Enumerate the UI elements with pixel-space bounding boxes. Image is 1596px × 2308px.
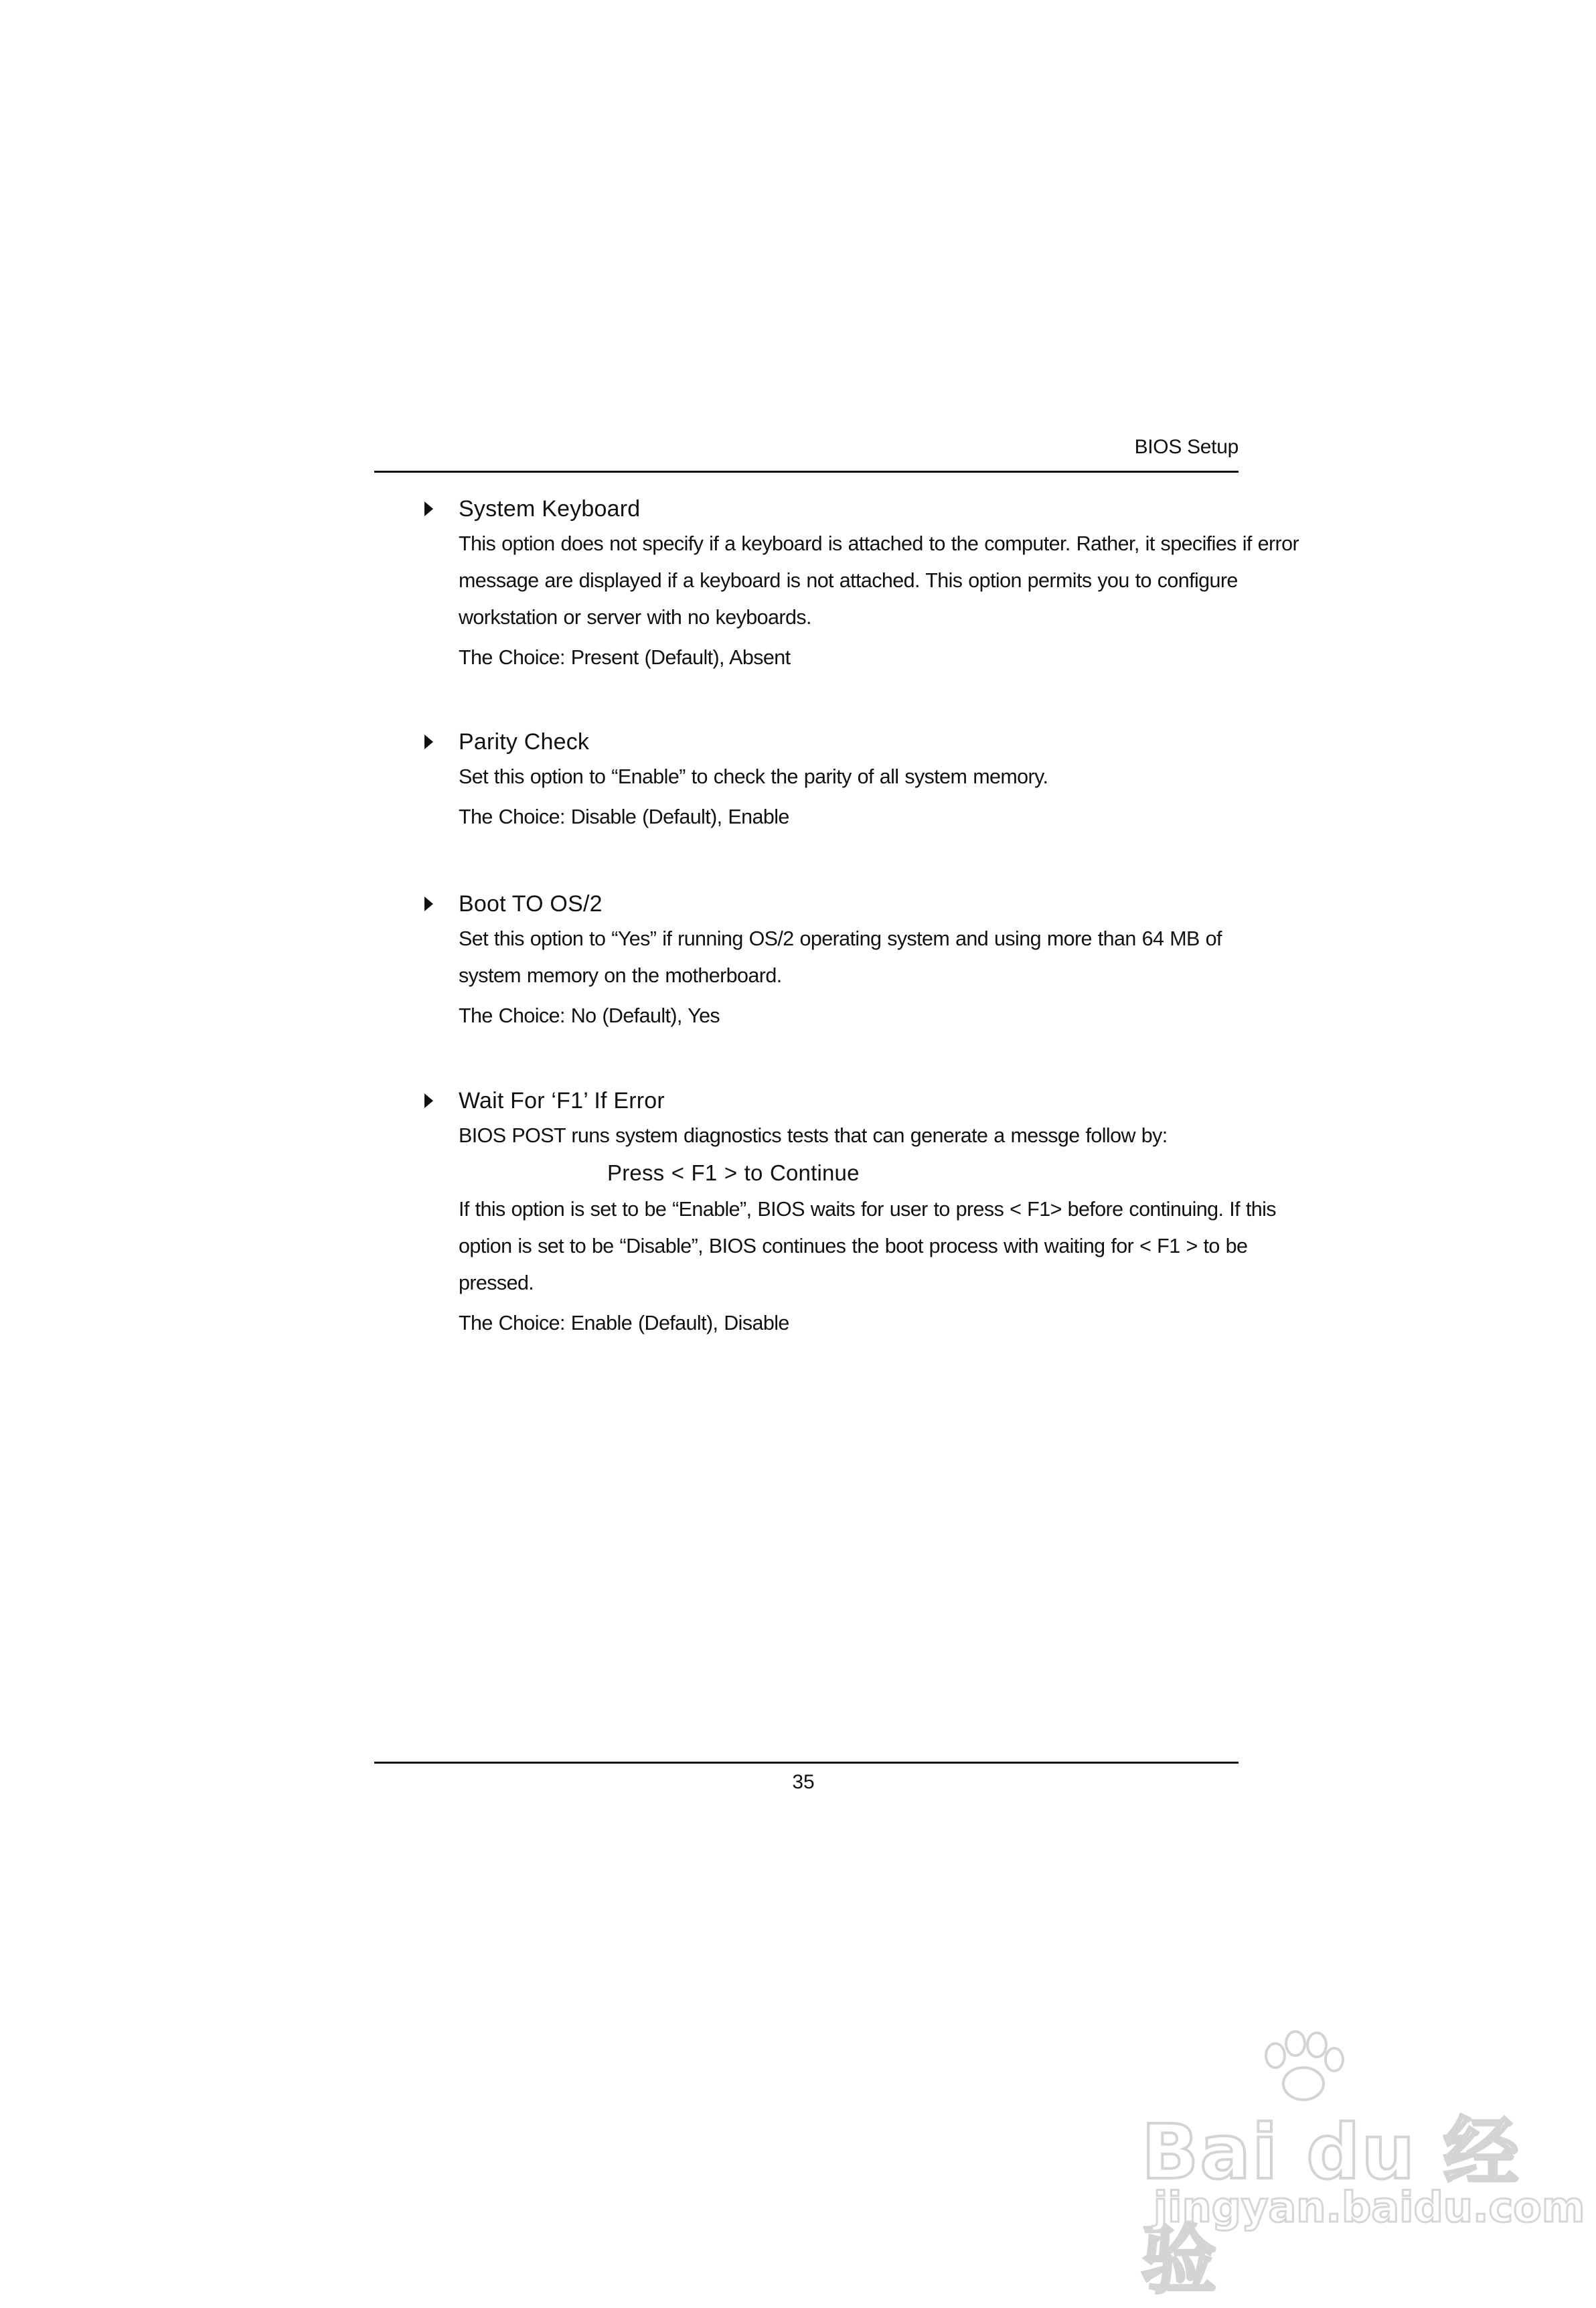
paw-icon — [1255, 2029, 1349, 2102]
prompt-line: Press < F1 > to Continue — [607, 1160, 860, 1185]
body-line: pressed. — [459, 1272, 534, 1294]
footer-rule — [374, 1762, 1239, 1764]
body-line: Set this option to “Yes” if running OS/2 operating system and using more than 64 MB of — [459, 927, 1222, 950]
body-line: option is set to be “Disable”, BIOS continues the boot process with waiting for < F1 > to be — [459, 1235, 1248, 1257]
choice-line: The Choice: Present (Default), Absent — [459, 646, 791, 669]
section-wait-for-f1 — [422, 1084, 1276, 1342]
running-header: BIOS Setup — [1134, 436, 1239, 458]
triangle-bullet-icon — [424, 735, 433, 749]
body-line: workstation or server with no keyboards. — [459, 606, 811, 629]
choice-line: The Choice: Disable (Default), Enable — [459, 805, 789, 828]
body-line: message are displayed if a keyboard is not attached. This option permits you to configure — [459, 569, 1238, 592]
triangle-bullet-icon — [424, 1093, 433, 1108]
choice-line: The Choice: No (Default), Yes — [459, 1004, 720, 1027]
baidu-watermark — [1141, 2029, 1585, 2304]
section-system-keyboard — [422, 492, 1299, 676]
body-line: BIOS POST runs system diagnostics tests that can generate a messge follow by: — [459, 1124, 1168, 1147]
body-line: This option does not specify if a keyboard is attached to the computer. Rather, it specifies if error — [459, 532, 1299, 555]
section-title: System Keyboard — [459, 495, 641, 522]
section-title: Parity Check — [459, 728, 590, 755]
choice-line: The Choice: Enable (Default), Disable — [459, 1312, 789, 1334]
body-line: If this option is set to be “Enable”, BIOS waits for user to press < F1> before continuing. If this — [459, 1198, 1276, 1221]
header-rule — [374, 471, 1239, 473]
triangle-bullet-icon — [424, 502, 433, 516]
body-line: system memory on the motherboard. — [459, 964, 782, 987]
body-line: Set this option to “Enable” to check the parity of all system memory. — [459, 765, 1048, 788]
watermark-url: jingyan.baidu.com — [1153, 2183, 1585, 2232]
section-title: Boot TO OS/2 — [459, 891, 603, 917]
watermark-logo-text: Bai du 经验 — [1141, 2109, 1520, 2304]
section-title: Wait For ‘F1’ If Error — [459, 1087, 665, 1113]
triangle-bullet-icon — [424, 897, 433, 911]
section-parity-check — [422, 725, 1239, 836]
section-boot-to-os2 — [422, 887, 1239, 1034]
page-number: 35 — [792, 1771, 815, 1793]
